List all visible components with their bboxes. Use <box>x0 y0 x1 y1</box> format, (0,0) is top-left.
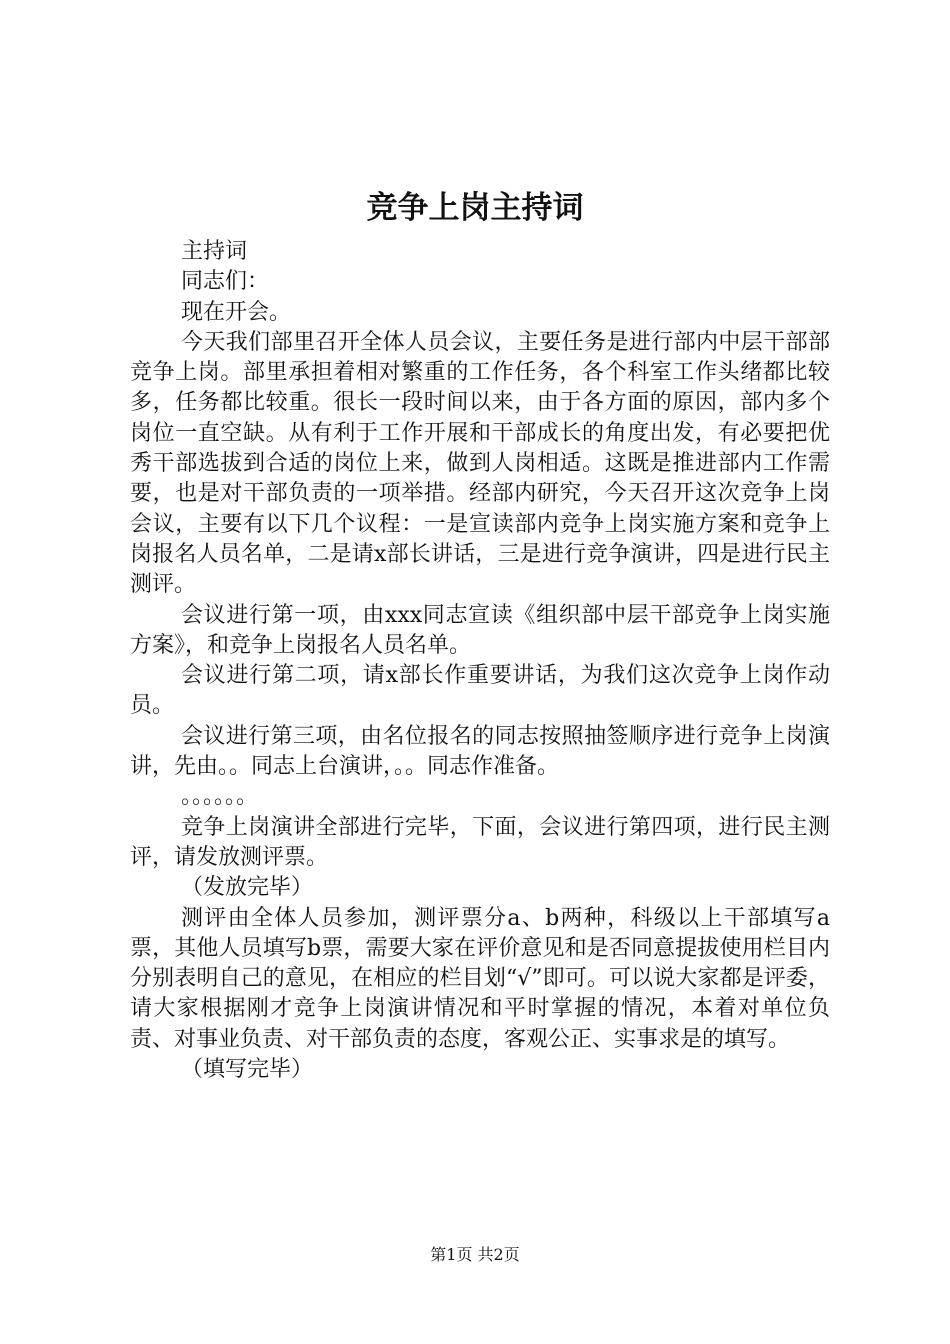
paragraph-agenda-item-2: 会议进行第二项，请x部长作重要讲话，为我们这次竞争上岗作动员。 <box>130 663 830 719</box>
paragraph-heading-host-speech: 主持词 <box>181 239 248 264</box>
document-title: 竞争上岗主持词 <box>366 190 584 226</box>
paragraph-ellipsis: 。。。。。。 <box>181 784 259 810</box>
paragraph-agenda-item-1: 会议进行第一项，由xxx同志宣读《组织部中层干部竞争上岗实施方案》，和竞争上岗报名人员名单。 <box>130 602 830 658</box>
paragraph-agenda-item-4: 竞争上岗演讲全部进行完毕，下面，会议进行第四项，进行民主测评，请发放测评票。 <box>130 814 830 870</box>
paragraph-evaluation-instructions: 测评由全体人员参加，测评票分a、b两种，科级以上干部填写a票，其他人员填写b票，需要大家在评价意见和是否同意提拔使用栏目内分别表明自己的意见，在相应的栏目划“√”即可。可以说大家都是评委，请大家根据刚才竞争上岗演讲情况和平时掌握的情况，本着对单位负责、对事业负责、对干部负责的态度，客观公正、实事求是的填写。 <box>130 905 830 1052</box>
paragraph-meeting-open: 现在开会。 <box>181 299 292 325</box>
paragraph-filling-done: （填写完毕） <box>181 1057 314 1083</box>
page-number: 第1页 共2页 <box>430 1245 520 1264</box>
document-body <box>130 237 830 1085</box>
paragraph-distribution-done: （发放完毕） <box>181 875 314 901</box>
paragraph-meeting-purpose: 今天我们部里召开全体人员会议，主要任务是进行部内中层干部部竞争上岗。部里承担着相对繁重的工作任务，各个科室工作头绪都比较多，任务都比较重。很长一段时间以来，由于各方面的原因，部内多个岗位一直空缺。从有利于工作开展和干部成长的角度出发，有必要把优秀干部选拔到合适的岗位上来，做到人岗相适。这既是推进部内工作需要，也是对干部负责的一项举措。经部内研究，今天召开这次竞争上岗会议，主要有以下几个议程：一是宣读部内竞争上岗实施方案和竞争上岗报名人员名单，二是请x部长讲话，三是进行竞争演讲，四是进行民主测评。 <box>130 329 830 598</box>
paragraph-agenda-item-3: 会议进行第三项，由名位报名的同志按照抽签顺序进行竞争上岗演讲，先由。。同志上台演讲，。。同志作准备。 <box>130 723 830 780</box>
paragraph-greeting: 同志们： <box>181 269 270 295</box>
